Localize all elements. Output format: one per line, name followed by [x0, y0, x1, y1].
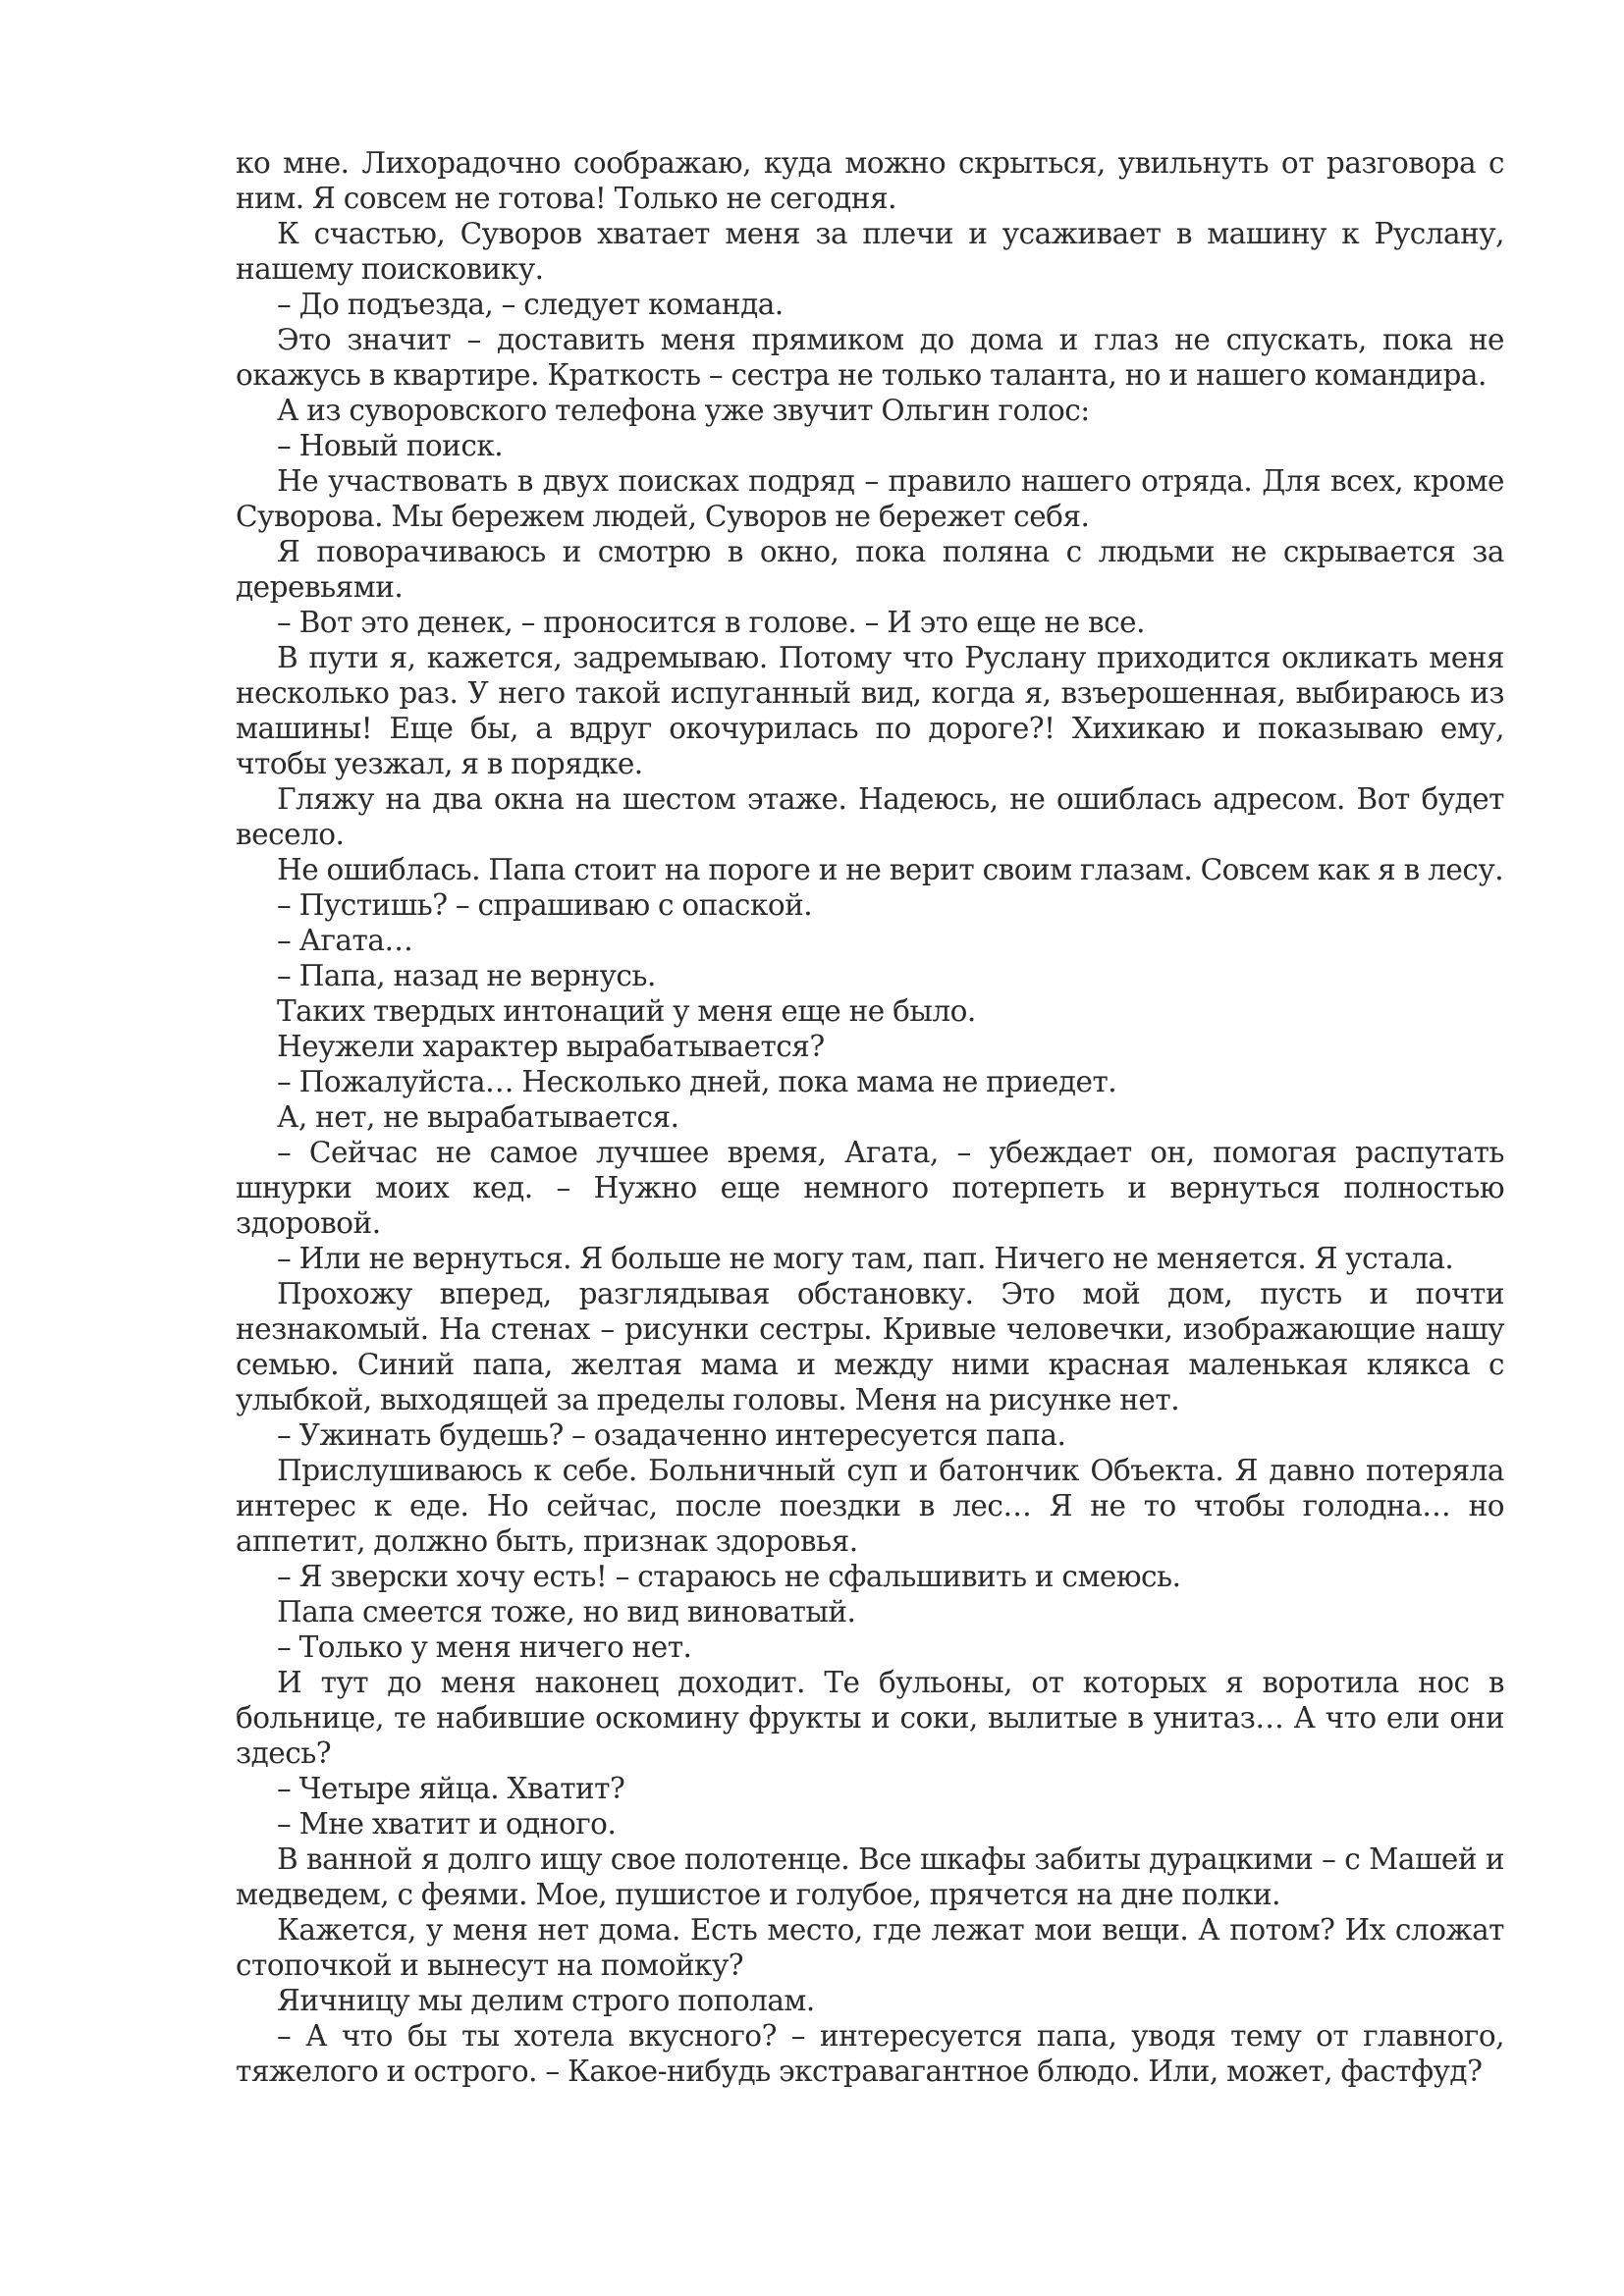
paragraph: – Папа, назад не вернусь. [277, 959, 656, 992]
paragraph: – Новый поиск. [277, 429, 504, 462]
paragraph: Неужели характер вырабатывается? [277, 1030, 825, 1063]
paragraph: Таких твердых интонаций у меня еще не было. [277, 994, 976, 1028]
paragraph: – Мне хватит и одного. [277, 1807, 617, 1841]
paragraph: – Пожалуйста… Несколько дней, пока мама не приедет. [277, 1065, 1117, 1098]
paragraph: Не участвовать в двух поисках подряд – правило нашего отряда. Для всех, кроме Суворова. Мы бережем людей, Суворов не бережет себя. [236, 464, 1504, 533]
paragraph: Гляжу на два окна на шестом этаже. Надеюсь, не ошиблась адресом. Вот будет весело. [236, 782, 1504, 851]
paragraph: Не ошиблась. Папа стоит на пороге и не верит своим глазам. Совсем как я в лесу. [277, 853, 1504, 886]
paragraph: А, нет, не вырабатывается. [277, 1100, 679, 1134]
paragraph: В ванной я долго ищу свое полотенце. Все шкафы забиты дурацкими – с Машей и медведем, с феями. Мое, пушистое и голубое, прячется на дне полки. [236, 1842, 1504, 1911]
paragraph: – Агата… [277, 924, 413, 957]
paragraph: – Четыре яйца. Хватит? [277, 1772, 625, 1805]
paragraph: ко мне. Лихорадочно соображаю, куда можно скрыться, увильнуть от разговора с ним. Я совсем не готова! Только не сегодня. [236, 146, 1504, 215]
paragraph: К счастью, Суворов хватает меня за плечи и усаживает в машину к Руслану, нашему поисковику. [236, 217, 1504, 286]
paragraph: – Пустишь? – спрашиваю с опаской. [277, 888, 813, 922]
paragraph: Я поворачиваюсь и смотрю в окно, пока поляна с людьми не скрывается за деревьями. [236, 535, 1504, 604]
paragraph: – Или не вернуться. Я больше не могу там, пап. Ничего не меняется. Я устала. [277, 1242, 1454, 1275]
paragraph: – Вот это денек, – проносится в голове. – И это еще не все. [277, 606, 1145, 639]
paragraph: Прохожу вперед, разглядывая обстановку. Это мой дом, пусть и почти незнакомый. На стенах – рисунки сестры. Кривые человечки, изображающие нашу семью. Синий папа, желтая мама и между ними красная маленькая клякса с улыбкой, выходящей за пределы головы. Меня на рисунке нет. [236, 1277, 1504, 1416]
paragraph: – Сейчас не самое лучшее время, Агата, – убеждает он, помогая распутать шнурки моих кед. – Нужно еще немного потерпеть и вернуться полностью здоровой. [236, 1136, 1504, 1240]
paragraph: Это значит – доставить меня прямиком до дома и глаз не спускать, пока не окажусь в квартире. Краткость – сестра не только таланта, но и нашего командира. [236, 323, 1504, 392]
paragraph: – Я зверски хочу есть! – стараюсь не сфальшивить и смеюсь. [277, 1560, 1181, 1593]
paragraph: – Ужинать будешь? – озадаченно интересуется папа. [277, 1418, 1066, 1452]
paragraph: – Только у меня ничего нет. [277, 1630, 692, 1664]
page-body [236, 145, 1504, 2089]
paragraph: Кажется, у меня нет дома. Есть место, где лежат мои вещи. А потом? Их сложат стопочкой и вынесут на помойку? [236, 1913, 1504, 1982]
paragraph: И тут до меня наконец доходит. Те бульоны, от которых я воротила нос в больнице, те набившие оскомину фрукты и соки, вылитые в унитаз… А что ели они здесь? [236, 1666, 1504, 1770]
paragraph: – А что бы ты хотела вкусного? – интересуется папа, уводя тему от главного, тяжелого и острого. – Какое-нибудь экстравагантное блюдо. Или, может, фастфуд? [236, 2019, 1504, 2088]
paragraph: – До подъезда, – следует команда. [277, 288, 784, 321]
paragraph: Прислушиваюсь к себе. Больничный суп и батончик Объекта. Я давно потеряла интерес к еде. Но сейчас, после поездки в лес… Я не то чтобы голодна… но аппетит, должно быть, признак здоровья. [236, 1454, 1504, 1558]
paragraph: Яичницу мы делим строго пополам. [277, 1984, 815, 2017]
paragraph: А из суворовского телефона уже звучит Ольгин голос: [277, 394, 1090, 427]
paragraph: В пути я, кажется, задремываю. Потому что Руслану приходится окликать меня несколько раз. У него такой испуганный вид, когда я, взъерошенная, выбираюсь из машины! Еще бы, а вдруг окочурилась по дороге?! Хихикаю и показываю ему, чтобы уезжал, я в порядке. [236, 641, 1504, 780]
paragraph: Папа смеется тоже, но вид виноватый. [277, 1595, 856, 1629]
